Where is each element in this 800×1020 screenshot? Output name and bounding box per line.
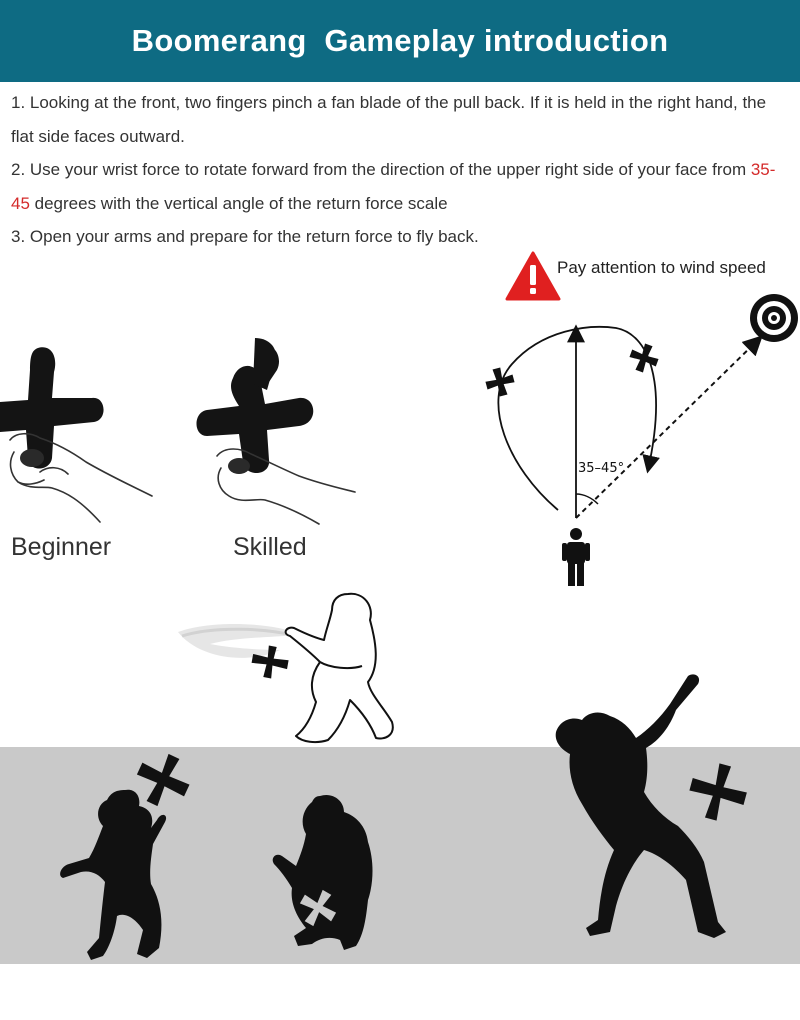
boomerang-icon xyxy=(0,347,104,468)
skilled-grip-illustration xyxy=(195,338,365,538)
person-icon xyxy=(562,528,590,586)
angle-label: 35–45° xyxy=(578,461,625,476)
boy-silhouette xyxy=(60,790,166,960)
boomerang-icon-right xyxy=(626,340,662,376)
boomerang-icon-left xyxy=(483,365,517,399)
instructions xyxy=(11,86,793,254)
girl-outline xyxy=(286,594,393,742)
header-banner xyxy=(0,0,800,82)
instruction-step-3: 3. Open your arms and prepare for the return force to fly back. xyxy=(11,227,479,246)
wind-warning-text: Pay attention to wind speed xyxy=(557,258,766,277)
boomerang-icon xyxy=(684,758,753,827)
man-silhouette xyxy=(556,674,726,938)
page-title: Boomerang Gameplay introduction xyxy=(131,23,669,58)
step-2-text-before: 2. Use your wrist force to rotate forward from the direction of the upper right side of your face from xyxy=(11,160,751,179)
beginner-label: Beginner xyxy=(11,533,112,561)
boomerang-icon xyxy=(249,643,290,681)
man-throwing-silhouette xyxy=(548,670,758,950)
boy-catching-silhouette xyxy=(55,748,205,968)
boy-crouching-silhouette xyxy=(270,790,400,960)
beginner-grip-illustration xyxy=(0,340,170,540)
throw-direction-line xyxy=(576,338,760,518)
target-icon xyxy=(750,294,798,342)
boy-silhouette xyxy=(273,795,373,950)
girl-throwing-illustration xyxy=(170,590,420,750)
flight-path-diagram xyxy=(470,290,800,590)
skilled-label: Skilled xyxy=(233,533,307,561)
angle-highlight: 35-45 xyxy=(11,160,776,213)
instruction-step-2 xyxy=(11,153,793,220)
step-2-text-after: degrees with the vertical angle of the return force scale xyxy=(29,193,448,213)
instruction-step-1: 1. Looking at the front, two fingers pinch a fan blade of the pull back. If it is held in the right hand, the flat side faces outward. xyxy=(11,93,767,146)
angle-arc xyxy=(576,494,598,504)
